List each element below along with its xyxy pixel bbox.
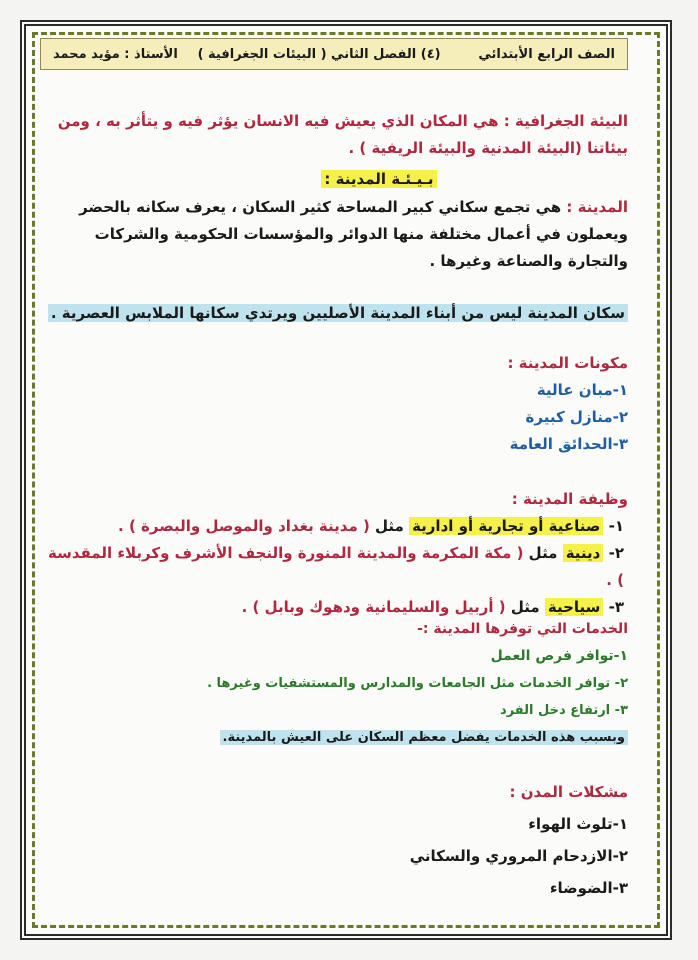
residents-note: سكان المدينة ليس من أبناء المدينة الأصليين ويرتدي سكانها الملابس العصرية . — [48, 304, 628, 322]
function-kind: سياحية — [545, 598, 604, 616]
function-item: ٣- سياحية مثل ( أربيل والسليمانية ودهوك وبابل ) . — [241, 598, 624, 616]
residents-note-line — [40, 300, 628, 327]
services-conclusion: وبسبب هذه الخدمات يفضل معظم السكان على العيش بالمدينة. — [220, 730, 628, 745]
function-kind: صناعية أو تجارية أو ادارية — [409, 517, 603, 535]
problems-title: مشكلات المدن : — [509, 783, 628, 801]
chapter-label: (٤) الفصل الثاني ( البيئات الجغرافية ) — [197, 46, 441, 62]
service-item: ١-توافر فرص العمل — [490, 648, 628, 664]
definition-text: هي المكان الذي يعيش فيه الانسان يؤثر فيه و يتأثر به ، ومن بيئاتنا (البيئة المدنية والبيئة الريفية ) . — [57, 112, 628, 157]
function-example: ( مدينة بغداد والموصل والبصرة ) . — [118, 517, 370, 535]
city-definition-term: المدينة : — [566, 198, 628, 216]
components-title: مكونات المدينة : — [507, 354, 628, 372]
service-item: ٢- توافر الخدمات مثل الجامعات والمدارس والمستشفيات وغيرها . — [207, 676, 628, 691]
functions-section — [40, 486, 628, 621]
grade-label: الصف الرابع الأبتدائي — [478, 46, 615, 62]
header-bar — [40, 38, 628, 70]
definition-paragraph — [40, 108, 628, 162]
service-item: ٣- ارتفاع دخل الفرد — [500, 703, 628, 718]
services-title: الخدمات التي توفرها المدينة :- — [417, 621, 628, 637]
document-page — [40, 38, 628, 897]
city-definition-text: هي تجمع سكاني كبير المساحة كثير السكان ، يعرف سكانه بالحضر ويعملون في أعمال مختلفة منها الدوائر والمؤسسات الحكومية والشركات والتجارة والصناعة وغيرها . — [79, 198, 628, 270]
function-kind: دينية — [563, 544, 604, 562]
functions-title: وظيفة المدينة : — [511, 490, 628, 508]
definition-term: البيئة الجغرافية : — [503, 112, 628, 130]
city-environment-title: بـيـئـة المدينة : — [321, 170, 436, 188]
teacher-label: الأستاذ : مؤيد محمد — [53, 46, 178, 62]
component-item: ٢-منازل كبيرة — [525, 408, 628, 426]
components-section — [40, 350, 628, 458]
component-item: ١-مبان عالية — [536, 381, 628, 399]
problems-section — [40, 776, 628, 904]
function-item: ٢- دينية مثل ( مكة المكرمة والمدينة المنورة والنجف الأشرف وكربلاء المقدسة ) . — [48, 544, 624, 589]
services-section — [40, 616, 628, 751]
problem-item: ٢-الازدحام المروري والسكاني — [409, 847, 628, 865]
component-item: ٣-الحدائق العامة — [509, 435, 628, 453]
city-definition-paragraph — [40, 194, 628, 275]
function-example: ( مكة المكرمة والمدينة المنورة والنجف الأشرف وكربلاء المقدسة ) . — [48, 544, 624, 589]
problem-item: ٣-الضوضاء — [549, 879, 628, 897]
function-item: ١- صناعية أو تجارية أو ادارية مثل ( مدينة بغداد والموصل والبصرة ) . — [118, 517, 624, 535]
function-example: ( أربيل والسليمانية ودهوك وبابل ) . — [241, 598, 506, 616]
city-environment-heading — [40, 166, 628, 193]
problem-item: ١-تلوث الهواء — [528, 815, 628, 833]
